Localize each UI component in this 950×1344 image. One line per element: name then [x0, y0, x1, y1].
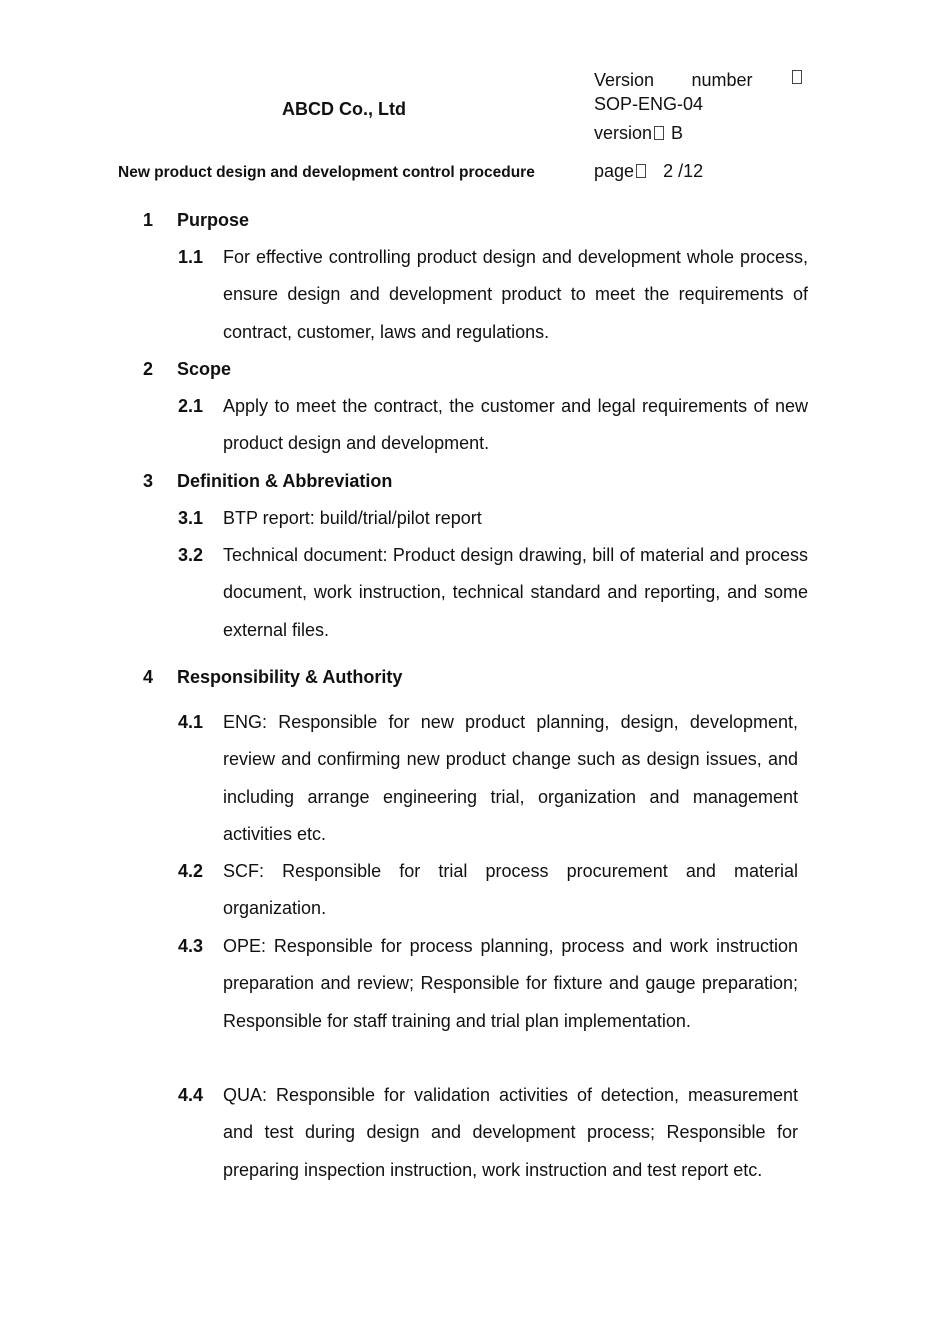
section-title: Purpose	[177, 210, 250, 230]
item-text: SCF: Responsible for trial process procurement and material organization.	[223, 861, 798, 919]
version-number-label-word-1: Version	[594, 70, 655, 90]
section-heading	[143, 667, 402, 688]
version-row	[594, 123, 683, 144]
item-text: BTP report: build/trial/pilot report	[223, 508, 482, 528]
section-heading	[143, 210, 249, 231]
section-title: Scope	[177, 359, 232, 379]
section-heading	[143, 471, 392, 492]
item-number: 3.1	[178, 508, 204, 528]
section-item	[178, 537, 808, 649]
section-item	[178, 704, 798, 853]
section-title: Responsibility & Authority	[177, 667, 403, 687]
section-item	[178, 928, 798, 1040]
section-number: 4	[143, 667, 154, 687]
version-label: version	[594, 123, 653, 143]
item-text: OPE: Responsible for process planning, process and work instruction preparation and review; Responsible for fixture and gauge preparation; Responsible for staff training and trial plan implementation.	[223, 936, 798, 1031]
section-item	[178, 500, 808, 537]
item-number: 4.3	[178, 936, 204, 956]
missing-glyph-icon	[792, 70, 802, 84]
section-item	[178, 1077, 798, 1189]
document-title: New product design and development control procedure	[118, 164, 535, 181]
section-title: Definition & Abbreviation	[177, 471, 393, 491]
page-row	[594, 161, 703, 182]
section-number: 2	[143, 359, 154, 379]
page-label: page	[594, 161, 635, 181]
version-number-label-word-2: number	[691, 70, 753, 90]
item-number: 4.1	[178, 712, 204, 732]
section-heading	[143, 359, 231, 380]
section-item	[178, 853, 798, 928]
item-number: 1.1	[178, 247, 204, 267]
missing-glyph-icon	[654, 126, 664, 140]
item-number: 3.2	[178, 545, 204, 565]
item-text: Technical document: Product design drawing, bill of material and process document, work instruction, technical standard and reporting, and some external files.	[223, 545, 808, 640]
section-number: 3	[143, 471, 154, 491]
section-number: 1	[143, 210, 154, 230]
item-text: QUA: Responsible for validation activities of detection, measurement and test during design and development process; Responsible for preparing inspection instruction, work instruction and test report etc.	[223, 1085, 798, 1180]
item-text: ENG: Responsible for new product planning, design, development, review and confirming new product change such as design issues, and including arrange engineering trial, organization and management activities etc.	[223, 712, 798, 844]
section-item	[178, 239, 808, 351]
company-name: ABCD Co., Ltd	[282, 99, 406, 119]
section-item	[178, 388, 808, 463]
page-number: 2 /12	[663, 161, 704, 181]
item-number: 2.1	[178, 396, 204, 416]
version-number-label	[594, 70, 804, 91]
version-value: B	[671, 123, 684, 143]
item-number: 4.2	[178, 861, 204, 881]
item-text: Apply to meet the contract, the customer and legal requirements of new product design and development.	[223, 396, 808, 454]
item-text: For effective controlling product design and development whole process, ensure design and development product to meet the requirements of contract, customer, laws and regulations.	[223, 247, 808, 342]
version-number-value: SOP-ENG-04	[594, 94, 704, 114]
item-number: 4.4	[178, 1085, 204, 1105]
missing-glyph-icon	[636, 164, 646, 178]
